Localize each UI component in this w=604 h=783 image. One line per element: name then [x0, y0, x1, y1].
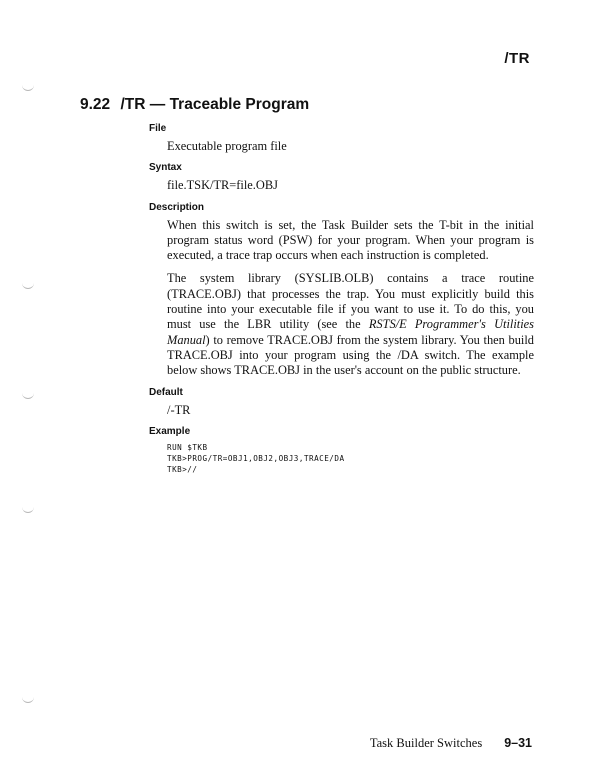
margin-punch-mark: [22, 392, 34, 399]
default-text: /-TR: [167, 402, 191, 417]
running-head: /TR: [504, 50, 530, 67]
code-line: TKB>//: [167, 464, 198, 474]
footer-chapter-title: Task Builder Switches: [369, 736, 483, 750]
margin-punch-mark: [22, 282, 34, 289]
code-line: RUN $TKB: [167, 442, 208, 452]
example-code-block: [167, 442, 534, 475]
section-content: [149, 123, 534, 475]
section-title: [80, 96, 309, 114]
section-title-text: /TR — Traceable Program: [120, 96, 310, 113]
margin-punch-mark: [22, 696, 34, 703]
code-line: TKB>PROG/TR=OBJ1,OBJ2,OBJ3,TRACE/DA: [167, 453, 345, 463]
description-heading: Description: [149, 201, 205, 213]
file-text: Executable program file: [167, 139, 287, 153]
margin-punch-mark: [22, 84, 34, 91]
syntax-heading: Syntax: [149, 162, 182, 174]
description-paragraph-2-start: The system library (SYSLIB.OLB) contains a trace routine (TRACE.OBJ) that processes the trap. You must explicitly build this routine into your executable file if you want to use it. To do this, you must use the LBR utility (see the: [167, 271, 534, 332]
page-number: 9–31: [504, 736, 532, 750]
description-paragraph-2-end: ) to remove TRACE.OBJ from the system library. You then build TRACE.OBJ into your program using the /DA switch. The example below shows TRACE.OBJ in the user's account on the public structure.: [167, 332, 534, 378]
description-paragraph-1: When this switch is set, the Task Builder sets the T-bit in the initial program status word (PSW) for your program. When your program is executed, a trace trap occurs when each instruction is completed.: [167, 217, 534, 263]
description-paragraph-2: [167, 271, 534, 378]
syntax-text: file.TSK/TR=file.OBJ: [167, 178, 278, 193]
section-number: 9.22: [80, 96, 111, 113]
file-heading: File: [149, 123, 167, 134]
manual-title: RSTS/E Programmer's Utilities Manual: [167, 317, 534, 347]
page-footer: [370, 736, 532, 751]
default-heading: Default: [149, 386, 183, 398]
example-heading: Example: [149, 425, 191, 437]
margin-punch-mark: [22, 506, 34, 513]
